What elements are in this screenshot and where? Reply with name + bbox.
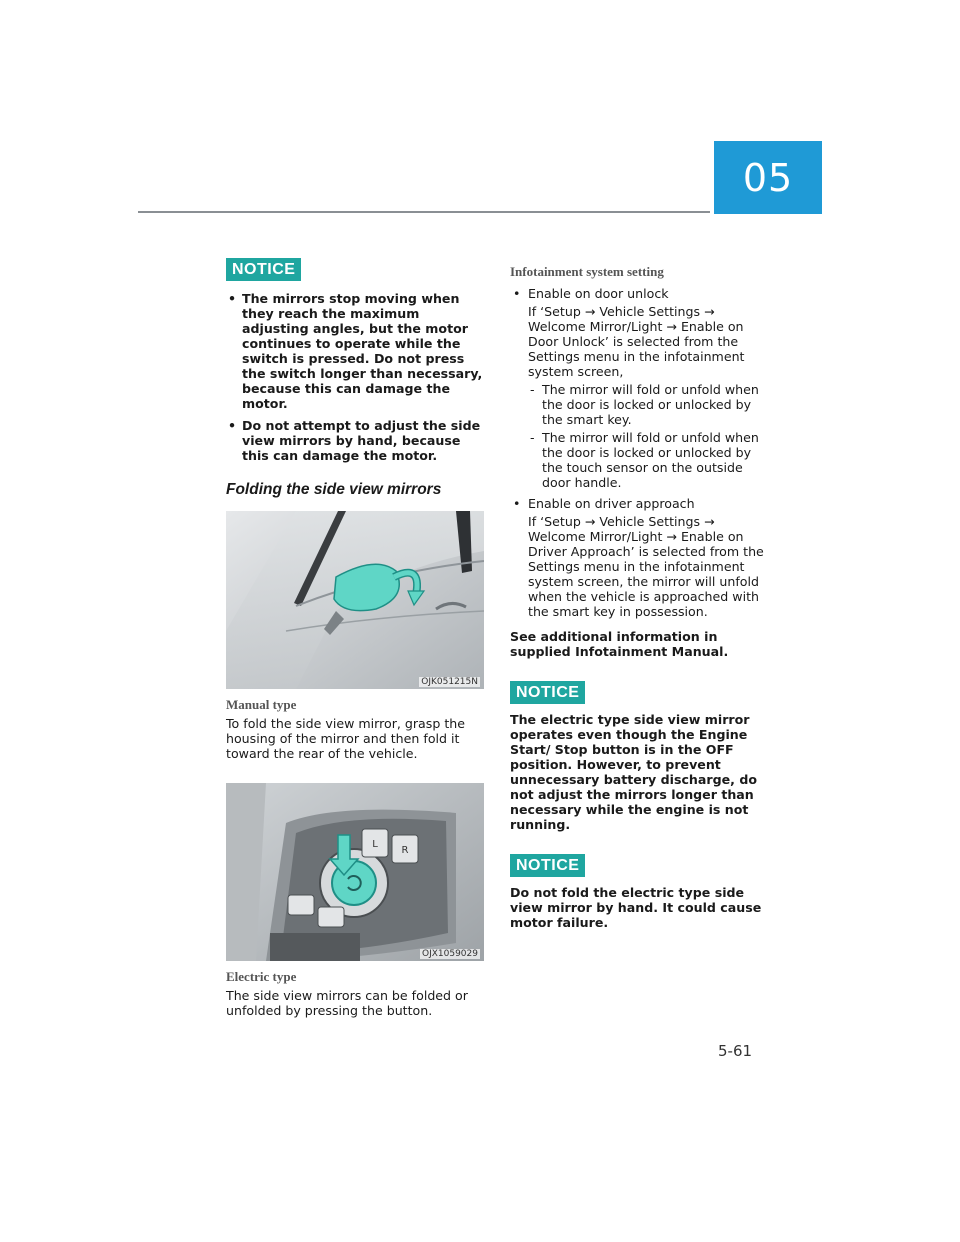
figure-code: OJK051215N — [421, 677, 478, 687]
chapter-tab — [714, 141, 822, 214]
manual-type-title: Manual type — [226, 697, 297, 712]
list-item — [510, 286, 772, 490]
chapter-number: 05 — [742, 155, 794, 200]
figure-code: OJX1059029 — [422, 949, 478, 959]
switch-photo — [226, 783, 484, 961]
item-label: • Enable on driver approach — [528, 496, 695, 511]
notice-block — [510, 854, 772, 930]
see-additional: See additional information in supplied Infotainment Manual. — [510, 629, 729, 659]
notice-text: Do not fold the electric type side view mirror by hand. It could cause motor failure. — [510, 885, 762, 930]
notice-item: • Do not attempt to adjust the side view mirrors by hand, because this can damage the motor. — [226, 418, 488, 463]
item-label: • Enable on door unlock — [528, 286, 669, 301]
electric-type-text: The side view mirrors can be folded or unfolded by pressing the button. — [226, 988, 468, 1018]
sub-item: - The mirror will fold or unfold when the door is locked or unlocked by the smart key. — [528, 382, 772, 427]
right-column — [510, 264, 772, 930]
settings-list — [510, 286, 772, 619]
notice-label: NOTICE — [510, 681, 585, 704]
mirror-photo — [226, 511, 484, 689]
left-column — [226, 258, 488, 1018]
page-number: 5-61 — [718, 1042, 753, 1060]
infotainment-title: Infotainment system setting — [510, 264, 664, 279]
manual-type-text: To fold the side view mirror, grasp the housing of the mirror and then fold it toward the rear of the vehicle. — [226, 716, 466, 761]
list-item — [510, 496, 772, 619]
electric-type-title: Electric type — [226, 969, 297, 984]
header-rule — [138, 211, 710, 213]
mirror-illustration — [226, 511, 484, 689]
notice-list — [226, 291, 488, 463]
notice-label: NOTICE — [226, 258, 301, 281]
notice-block — [510, 681, 772, 832]
switch-l-label: L — [372, 839, 378, 850]
item-desc: If ‘Setup → Vehicle Settings → Welcome Mirror/Light → Enable on Driver Approach’ is selected from the Settings menu in the infotainment system screen, the mirror will unfold when the vehicle is approached with the smart key in possession. — [528, 514, 764, 619]
notice-text: The electric type side view mirror operates even though the Engine Start/ Stop button is in the OFF position. However, to prevent unnecessary battery discharge, do not adjust the mirrors longer than necessary while the engine is not running. — [510, 712, 757, 832]
item-desc: If ‘Setup → Vehicle Settings → Welcome Mirror/Light → Enable on Door Unlock’ is selected from the Settings menu in the infotainment system screen, — [528, 304, 745, 379]
sub-item: - The mirror will fold or unfold when the door is locked or unlocked by the touch sensor on the outside door handle. — [528, 430, 772, 490]
notice-item: • The mirrors stop moving when they reach the maximum adjusting angles, but the motor continues to operate while the switch is pressed. Do not press the switch longer than necessary, because this can damage the motor. — [226, 291, 488, 411]
section-title: Folding the side view mirrors — [226, 481, 442, 498]
switch-r-label: R — [401, 845, 409, 856]
switch-illustration — [226, 783, 484, 961]
notice-label: NOTICE — [510, 854, 585, 877]
sub-list — [528, 382, 772, 490]
